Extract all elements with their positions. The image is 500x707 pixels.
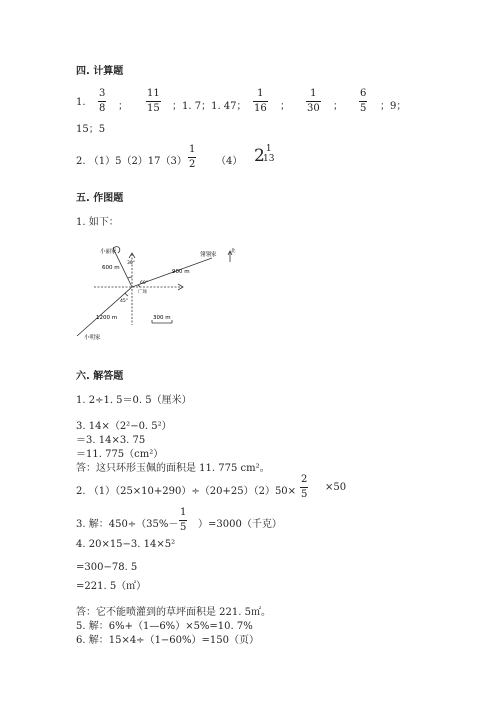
s6-q2-fraction [300,474,308,501]
denominator: 8 [99,103,106,114]
q1-sep-1: ； [118,101,128,112]
label-lingling: 翎翎家 [200,252,217,258]
denominator: 13 [263,154,275,164]
q1-label: 1. [76,97,86,108]
numerator: 1 [310,88,317,99]
denominator: 5 [180,522,187,533]
q2-text: 2. （1）5（2）17（3） [76,156,187,167]
s6-q2-post: ×50 [325,482,347,493]
s6-q4-line-2: =300−78. 5 [76,562,138,573]
q2-fraction-1 [188,144,196,171]
q1-line-2: 15；5 [76,124,106,135]
label-900m: 900 m [172,269,190,275]
label-30deg: 30° [127,261,135,266]
q2-mixed-whole: 2 [254,146,265,166]
s6-line-1: 1. 2÷1. 5＝0. 5（厘米） [76,395,192,406]
s6-line-5: 答：这只环形玉佩的面积是 11. 775 cm²。 [76,463,270,474]
q1-fraction-5 [359,88,367,115]
denominator: 30 [307,103,320,114]
numerator: 1 [189,144,196,155]
q1-fraction-1 [98,88,106,115]
s6-line-4: ＝11. 775（cm²） [76,449,164,460]
label-600m: 600 m [102,265,120,271]
label-xiaoli: 小丽家 [100,249,117,255]
s6-q6: 6. 解：15×4÷（1−60%）=150（页） [76,635,259,646]
s5-line-1: 1. 如下： [76,217,119,228]
q1-sep-4: ； [333,101,343,112]
q1-tail: ；9； [380,101,407,112]
label-45deg: 45° [120,299,128,304]
s6-q4: 4. 20×15−3. 14×5² [76,539,176,550]
label-60deg: 60° [140,281,148,286]
s6-q3-pre: 3. 解：450÷（35%－ [76,519,179,530]
s6-q2-pre: 2. （1）（25×10+290）÷（20+25）（2）50× [76,486,297,497]
section-6-heading: 六. 解答题 [76,371,124,382]
section-4-heading: 四. 计算题 [76,66,124,77]
map-diagram [72,240,242,350]
denominator: 2 [189,159,196,170]
denominator: 16 [254,103,267,114]
q1-middle-text: ；1. 7；1. 47； [172,101,247,112]
numerator: 2 [301,474,308,485]
q1-fraction-3 [253,88,268,115]
section-5-heading: 五. 作图题 [76,193,124,204]
s6-q5: 5. 解：6%+（1—6%）×5%=10. 7% [76,621,253,632]
s6-q4-answer: 答：它不能喷灌到的草坪面积是 221. 5㎡。 [76,607,271,618]
s6-line-2: 3. 14×（2²−0. 5²） [76,421,172,432]
label-xiaoming: 小明家 [84,335,101,341]
numerator: 3 [99,88,106,99]
numerator: 6 [360,88,367,99]
s6-q3-post: ）=3000（千克） [198,519,282,530]
s6-q3-fraction [179,507,187,534]
numerator: 1 [257,88,264,99]
q1-fraction-2 [146,88,161,115]
label-square: 广场 [138,290,147,295]
s6-line-3: ＝3. 14×3. 75 [76,435,146,446]
q1-sep-3: ； [280,101,290,112]
q2-part-4: （4） [216,156,243,167]
denominator: 5 [360,103,367,114]
label-scale: 300 m [153,315,171,321]
s6-q4-line-3: =221. 5（㎡） [76,581,147,592]
q2-fraction-2 [262,144,275,164]
denominator: 15 [147,103,160,114]
numerator: 11 [147,88,160,99]
numerator: 1 [265,144,272,154]
label-1200m: 1200 m [96,315,118,321]
q1-fraction-4 [306,88,321,115]
denominator: 5 [301,489,308,500]
numerator: 1 [180,507,187,518]
label-north: 北 [231,249,236,254]
